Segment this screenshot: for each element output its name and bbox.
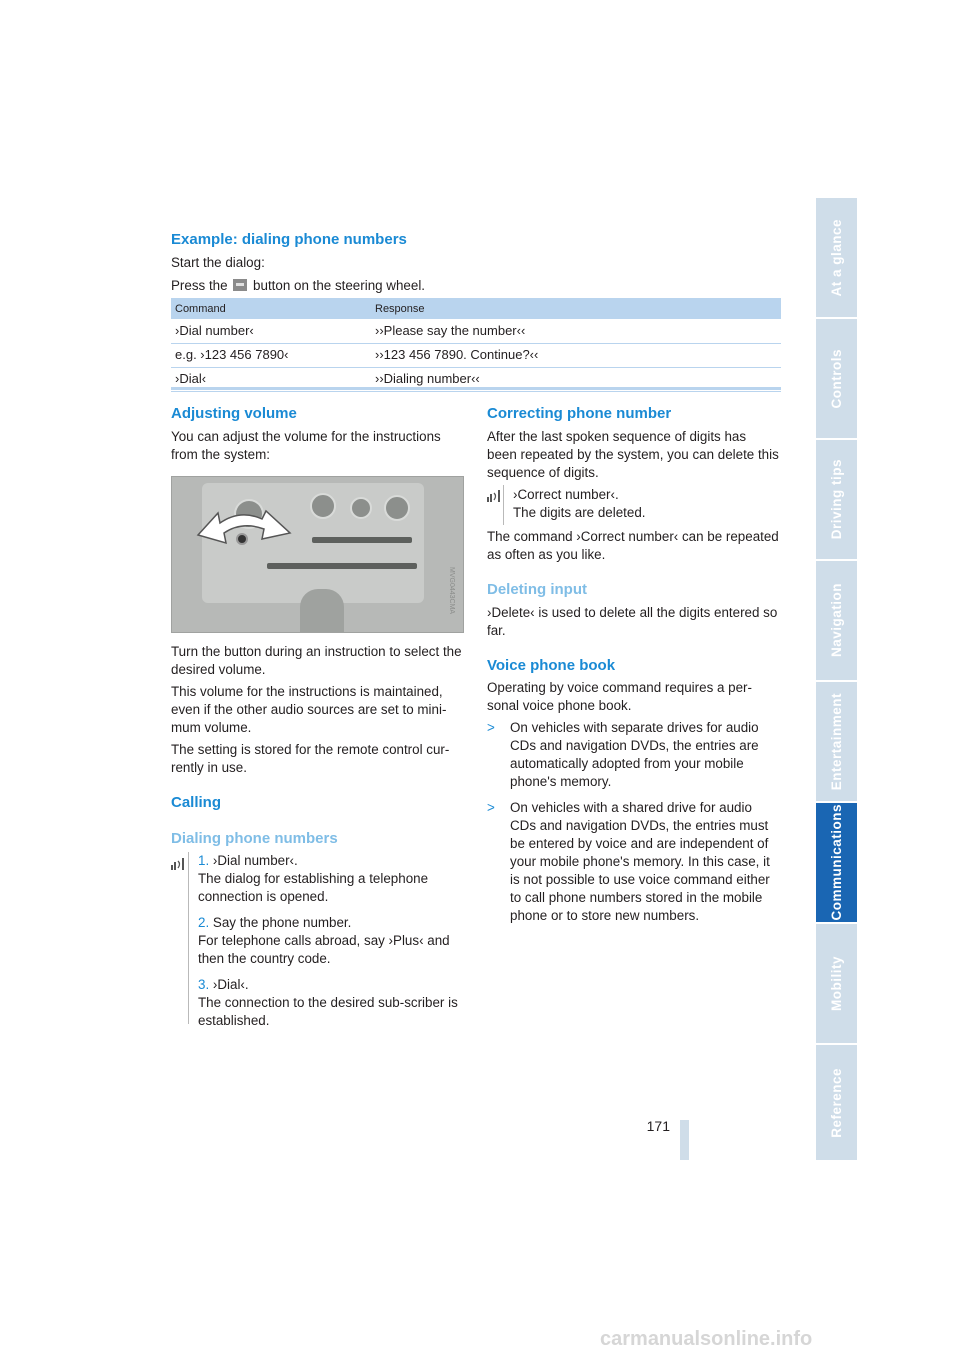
- list-item: [487, 799, 781, 925]
- tab-mobility[interactable]: [816, 924, 857, 1043]
- tab-label: Driving tips: [828, 459, 844, 540]
- voicebook-heading: Voice phone book: [487, 657, 616, 674]
- tab-communications[interactable]: [816, 803, 857, 922]
- console-knob: [350, 497, 372, 519]
- list-item: [198, 852, 470, 906]
- table-cell-command: ›Dial number‹: [171, 319, 371, 343]
- example-start-text: Start the dialog:: [171, 255, 265, 270]
- example-heading: Example: dialing phone numbers: [171, 231, 407, 248]
- dialing-steps: [198, 852, 470, 1038]
- step-text: The connection to the desired sub-scriber is established.: [198, 995, 458, 1028]
- correct-command: ›Correct number‹.: [513, 487, 619, 502]
- tab-label: Mobility: [828, 956, 844, 1011]
- press-after-text: button on the steering wheel.: [253, 278, 426, 293]
- example-press-text: [171, 277, 571, 295]
- list-item: [487, 719, 781, 791]
- command-table: [171, 298, 781, 392]
- table-cell-response: ››123 456 7890. Continue?‹‹: [371, 343, 781, 367]
- tab-label: Navigation: [828, 583, 844, 658]
- table-cell-response: ››Dialing number‹‹: [371, 367, 781, 391]
- voice-command-icon: [487, 490, 501, 502]
- console-knob: [310, 493, 336, 519]
- page-marker-bar: [680, 1120, 689, 1160]
- voicebook-bullets: [487, 719, 781, 933]
- tab-label: Communications: [828, 804, 844, 921]
- page-number: 171: [646, 1118, 670, 1134]
- deleting-heading: Deleting input: [487, 581, 587, 598]
- bullet-mark: >: [487, 720, 495, 735]
- bullet-mark: >: [487, 800, 495, 815]
- adjusting-volume-heading: Adjusting volume: [171, 405, 297, 422]
- table-row: [171, 343, 781, 367]
- adjusting-p2: This volume for the instructions is maintained, even if the other audio sources are set to mini-mum volume.: [171, 684, 447, 735]
- tab-controls[interactable]: [816, 319, 857, 438]
- tab-label: At a glance: [828, 218, 844, 297]
- deleting-text: ›Delete‹ is used to delete all the digits entered so far.: [487, 605, 778, 638]
- note-divider: [503, 485, 504, 525]
- step-number: 2.: [198, 915, 210, 930]
- bullet-text: On vehicles with separate drives for audio CDs and navigation DVDs, the entries are automatically adopted from your mobile phone's memory.: [510, 720, 759, 789]
- table-header-response: Response: [371, 298, 781, 319]
- step-command: Say the phone number.: [212, 915, 352, 930]
- console-knob: [384, 495, 410, 521]
- gear-lever: [300, 589, 344, 633]
- step-command: ›Dial‹.: [212, 977, 249, 992]
- correcting-intro: After the last spoken sequence of digits has been repeated by the system, you can delete this sequence of digits.: [487, 429, 779, 480]
- step-number: 3.: [198, 977, 210, 992]
- table-cell-command: e.g. ›123 456 7890‹: [171, 343, 371, 367]
- tab-entertainment[interactable]: [816, 682, 857, 801]
- note-divider: [188, 852, 189, 1024]
- voice-command-icon: [171, 858, 185, 870]
- table-row: [171, 319, 781, 343]
- list-item: [198, 976, 470, 1030]
- adjusting-p1: Turn the button during an instruction to select the desired volume.: [171, 644, 462, 677]
- table-cell-response: ››Please say the number‹‹: [371, 319, 781, 343]
- list-item: [198, 914, 470, 968]
- tab-reference[interactable]: [816, 1045, 857, 1160]
- tab-at-a-glance[interactable]: [816, 198, 857, 317]
- press-before-text: Press the: [171, 278, 228, 293]
- table-header-command: Command: [171, 298, 371, 319]
- console-photo: [171, 476, 464, 633]
- voice-button-icon: [233, 279, 247, 291]
- dialing-subheading: Dialing phone numbers: [171, 830, 338, 847]
- tab-label: Entertainment: [828, 692, 844, 791]
- correcting-heading: Correcting phone number: [487, 405, 672, 422]
- chapter-tabs: [816, 198, 857, 1160]
- step-command: ›Dial number‹.: [212, 853, 298, 868]
- tab-driving-tips[interactable]: [816, 440, 857, 559]
- knob-marker-icon: [236, 533, 248, 545]
- table-end-rule: [171, 387, 781, 390]
- correcting-outro: The command ›Correct number‹ can be repeated as often as you like.: [487, 529, 779, 562]
- tab-navigation[interactable]: [816, 561, 857, 680]
- photo-serial: MVG0443CMA: [448, 567, 455, 615]
- calling-heading: Calling: [171, 794, 222, 811]
- table-cell-command: ›Dial‹: [171, 367, 371, 391]
- correct-result: The digits are deleted.: [513, 505, 646, 520]
- dvd-slot: [267, 563, 417, 569]
- tab-label: Reference: [828, 1067, 844, 1138]
- step-text: The dialog for establishing a telephone connection is opened.: [198, 871, 429, 904]
- bullet-text: On vehicles with a shared drive for audio CDs and navigation DVDs, the entries must be entered by voice and are independent of your mobile phone's memory. In this case, it is not possible to use voice command either to call phone numbers stored in the mobile phone or to store new numbers.: [510, 800, 770, 923]
- step-text: For telephone calls abroad, say ›Plus‹ and then the country code.: [198, 933, 450, 966]
- tab-label: Controls: [828, 348, 844, 409]
- watermark: carmanualsonline.info: [600, 1328, 813, 1350]
- adjusting-intro: You can adjust the volume for the instructions from the system:: [171, 429, 441, 462]
- cd-slot: [312, 537, 412, 543]
- step-number: 1.: [198, 853, 210, 868]
- adjusting-p3: The setting is stored for the remote control cur-rently in use.: [171, 742, 450, 775]
- table-header-row: [171, 298, 781, 319]
- voicebook-intro: Operating by voice command requires a per-sonal voice phone book.: [487, 680, 752, 713]
